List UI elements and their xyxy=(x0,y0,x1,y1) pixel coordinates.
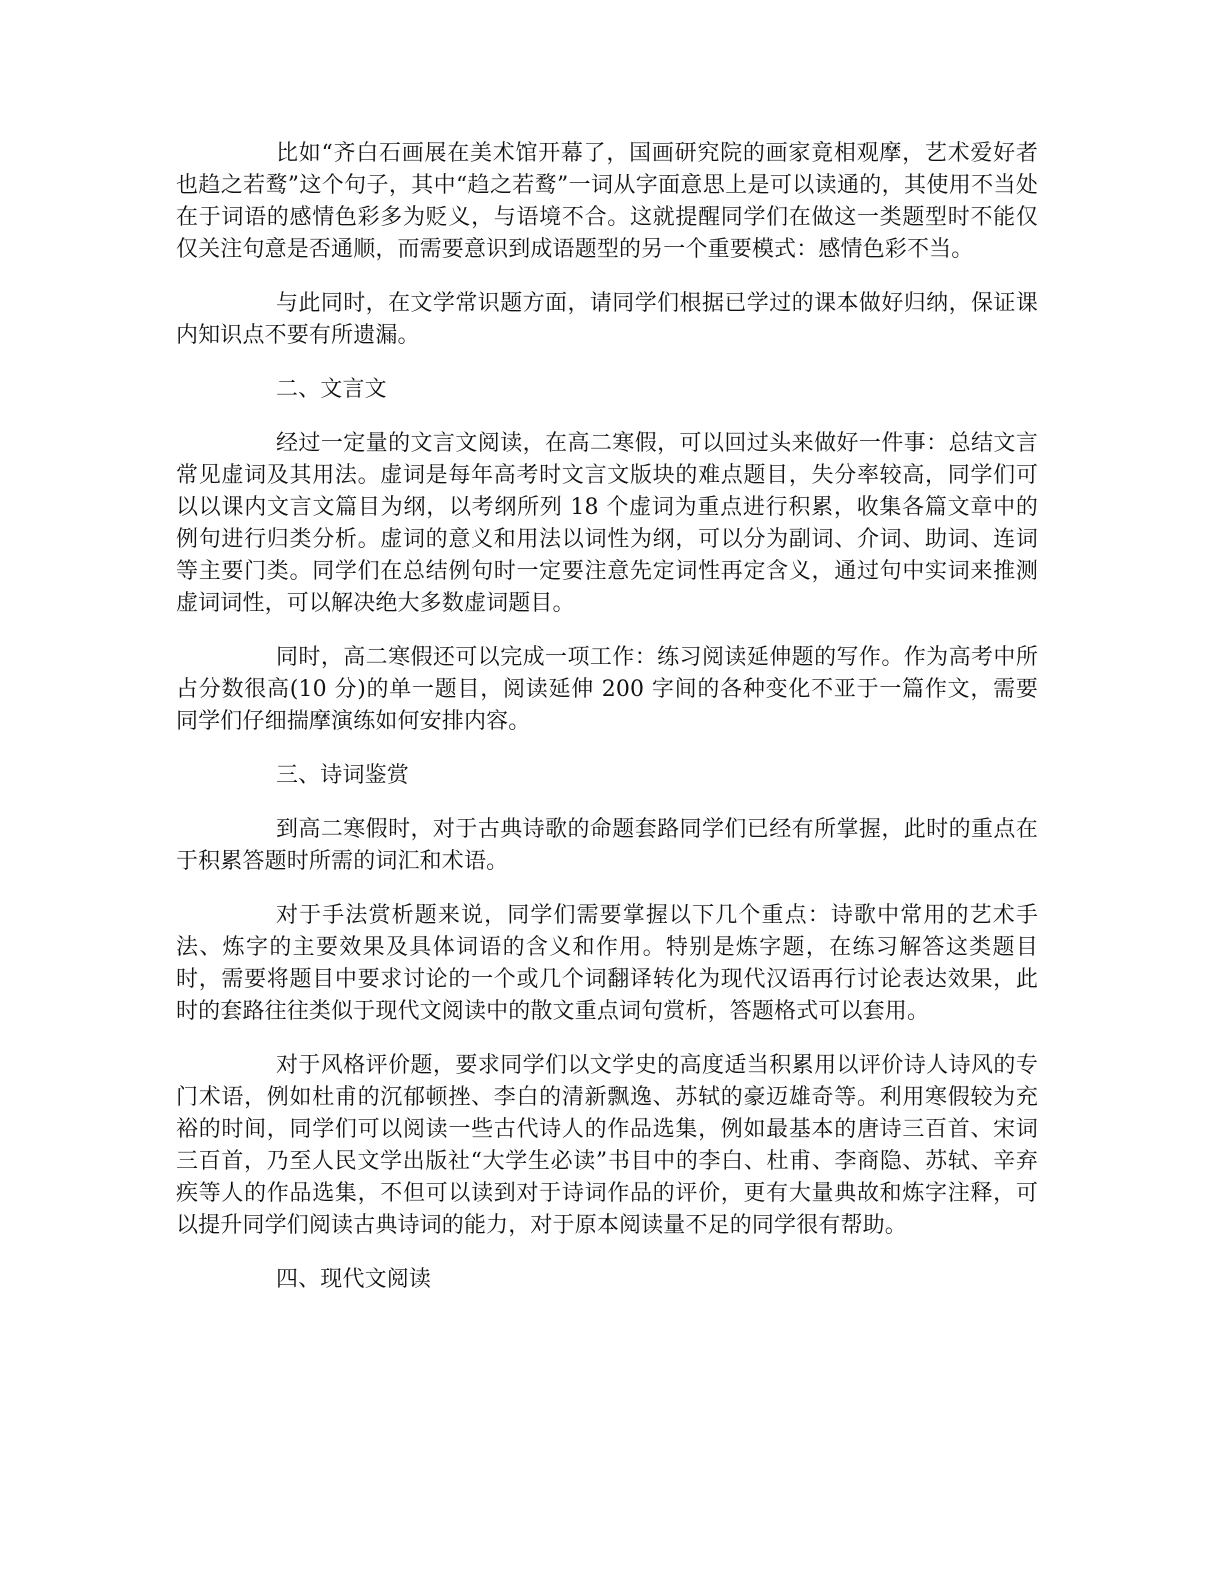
paragraph-style-evaluation: 对于风格评价题，要求同学们以文学史的高度适当积累用以评价诗人诗风的专门术语，例如杜甫的沉郁顿挫、李白的清新飘逸、苏轼的豪迈雄奇等。利用寒假较为充裕的时间，同学们可以阅读一些古代诗人的作品选集，例如最基本的唐诗三百首、宋词三百首，乃至人民文学出版社“大学生必读”书目中的李白、杜甫、李商隐、苏轼、辛弃疾等人的作品选集，不但可以读到对于诗词作品的评价，更有大量典故和炼字注释，可以提升同学们阅读古典诗词的能力，对于原本阅读量不足的同学很有帮助。 xyxy=(176,1053,1038,1238)
paragraph-idiom-example: 比如“齐白石画展在美术馆开幕了，国画研究院的画家竟相观摩，艺术爱好者也趋之若鹜”这个句子，其中“趋之若鹜”一词从字面意思上是可以读通的，其使用不当处在于词语的感情色彩多为贬义，与语境不合。这就提醒同学们在做这一类题型时不能仅仅关注句意是否通顺，而需要意识到成语题型的另一个重要模式：感情色彩不当。 xyxy=(176,141,1038,262)
paragraph-function-words: 经过一定量的文言文阅读，在高二寒假，可以回过头来做好一件事：总结文言常见虚词及其用法。虚词是每年高考时文言文版块的难点题目，失分率较高，同学们可以以课内文言文篇目为纲，以考纲所列 18 个虚词为重点进行积累，收集各篇文章中的例句进行归类分析。虚词的意义和用法以词性为纲，可以分为副词、介词、助词、连词等主要门类。同学们在总结例句时一定要注意先定词性再定含义，通过句中实词来推测虚词词性，可以解决绝大多数虚词题目。 xyxy=(176,431,1038,616)
paragraph-poetry-focus: 到高二寒假时，对于古典诗歌的命题套路同学们已经有所掌握，此时的重点在于积累答题时所需的词汇和术语。 xyxy=(176,817,1038,874)
paragraph-literary-knowledge: 与此同时，在文学常识题方面，请同学们根据已学过的课本做好归纳，保证课内知识点不要有所遗漏。 xyxy=(176,291,1038,348)
paragraph-reading-extension: 同时，高二寒假还可以完成一项工作：练习阅读延伸题的写作。作为高考中所占分数很高(10 分)的单一题目，阅读延伸 200 字间的各种变化不亚于一篇作文，需要同学们仔细揣摩演练如何安排内容。 xyxy=(176,645,1038,734)
document-page xyxy=(176,138,1038,1318)
section-heading-modern-reading: 四、现代文阅读 xyxy=(276,1267,432,1292)
paragraph-technique-analysis: 对于手法赏析题来说，同学们需要掌握以下几个重点：诗歌中常用的艺术手法、炼字的主要效果及具体词语的含义和作用。特别是炼字题，在练习解答这类题目时，需要将题目中要求讨论的一个或几个词翻译转化为现代汉语再行讨论表达效果，此时的套路往往类似于现代文阅读中的散文重点词句赏析，答题格式可以套用。 xyxy=(176,903,1038,1024)
section-heading-classical-chinese: 二、文言文 xyxy=(276,377,387,402)
section-heading-poetry-appreciation: 三、诗词鉴赏 xyxy=(276,763,409,788)
